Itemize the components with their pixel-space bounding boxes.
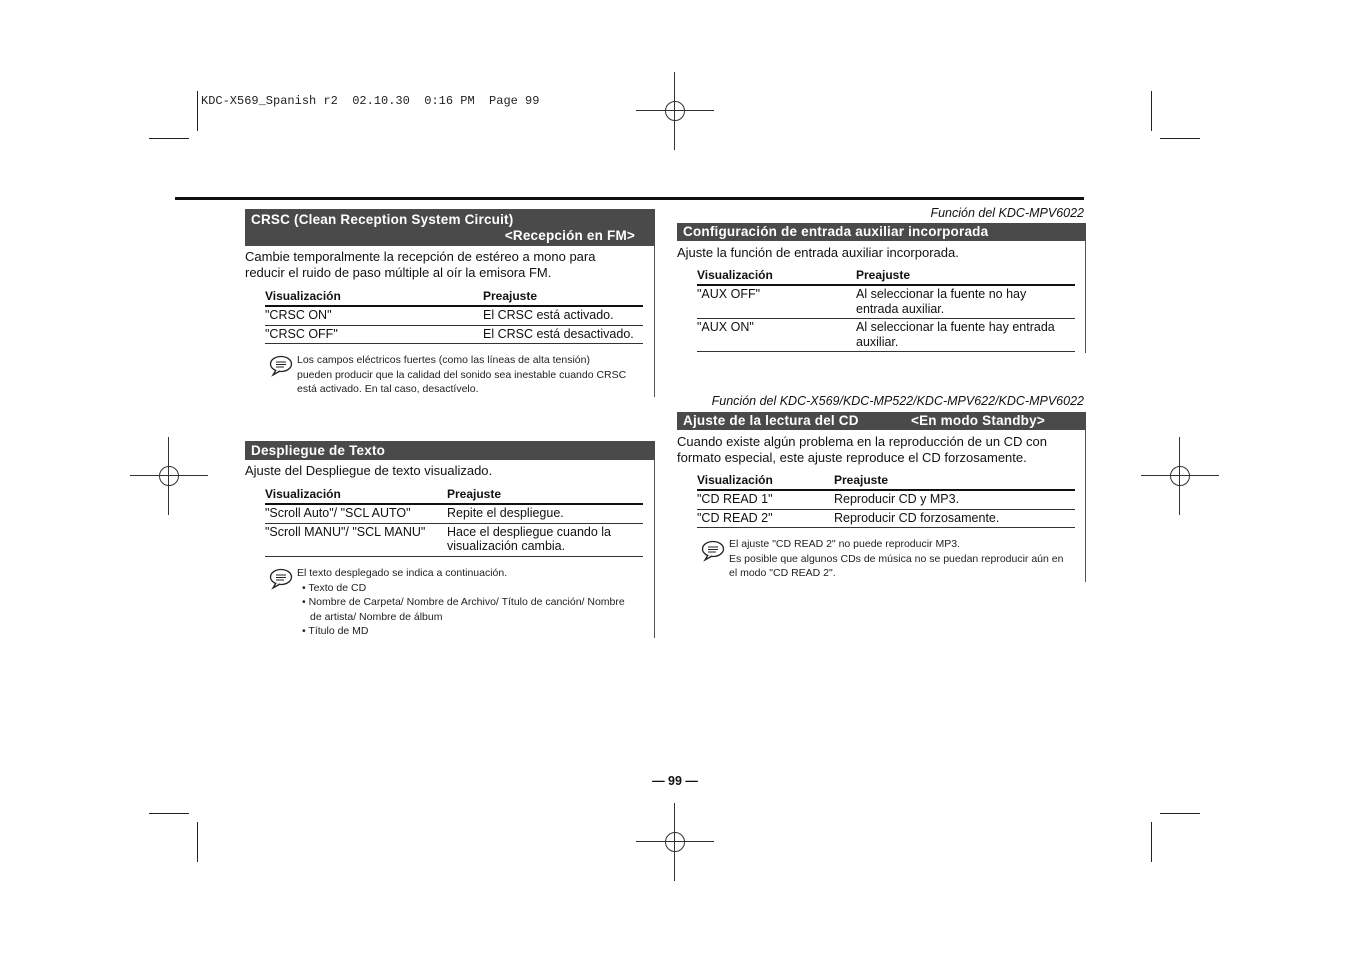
- cd-read-function-label: Función del KDC-X569/KDC-MP522/KDC-MPV622/KDC-MPV6022: [711, 394, 1084, 408]
- table-cell: Reproducir CD y MP3.: [834, 490, 1075, 509]
- crsc-note: Los campos eléctricos fuertes (como las líneas de alta tensión) pueden producir que la calidad del sonido sea inestable cuando CRSC está activado. En tal caso, desactívelo.: [297, 354, 627, 395]
- table-cell: Reproducir CD forzosamente.: [834, 509, 1075, 528]
- table-cell: "Scroll Auto"/ "SCL AUTO": [265, 504, 447, 523]
- top-rule: [175, 197, 1084, 200]
- table-row: [697, 509, 1075, 528]
- table-cell: "CRSC OFF": [265, 325, 483, 344]
- crsc-table: [265, 289, 643, 344]
- page-number: — 99 —: [652, 774, 698, 788]
- crop-mark-icon: [149, 138, 189, 139]
- column-header: Preajuste: [856, 268, 1075, 285]
- text-display-table: [265, 487, 643, 557]
- crsc-description: Cambie temporalmente la recepción de estéreo a mono para reducir el ruido de paso múltiple al oír la emisora FM.: [245, 249, 596, 280]
- cd-read-section-header: [677, 412, 1086, 430]
- table-row: [697, 490, 1075, 509]
- crop-mark-icon: [197, 822, 198, 862]
- column-header: Preajuste: [834, 473, 1075, 490]
- column-header: Preajuste: [447, 487, 643, 504]
- table-cell: "AUX ON": [697, 319, 856, 352]
- cd-read-note: [729, 537, 1069, 581]
- crop-mark-icon: [1151, 822, 1152, 862]
- table-cell: "CD READ 1": [697, 490, 834, 509]
- list-item: • Texto de CD: [302, 581, 627, 596]
- text-display-note: [297, 566, 627, 639]
- cd-read-description: Cuando existe algún problema en la reproducción de un CD con formato especial, este ajuste reproduce el CD forzosamente.: [677, 434, 1048, 465]
- crop-mark-icon: [149, 813, 189, 814]
- note-icon: [269, 568, 293, 590]
- registration-mark-icon: [1141, 437, 1219, 515]
- table-row: [265, 306, 643, 325]
- table-cell: "Scroll MANU"/ "SCL MANU": [265, 523, 447, 556]
- crsc-section-header: [245, 209, 655, 246]
- column-divider: [1085, 223, 1086, 353]
- note-line: El ajuste "CD READ 2" no puede reproducir MP3.: [729, 538, 960, 550]
- list-item: • Título de MD: [302, 624, 627, 639]
- crop-mark-icon: [197, 91, 198, 131]
- cd-read-table: [697, 473, 1075, 528]
- aux-table: [697, 268, 1075, 352]
- column-header: Visualización: [697, 268, 856, 285]
- table-cell: "CD READ 2": [697, 509, 834, 528]
- column-header: Visualización: [697, 473, 834, 490]
- column-divider: [1085, 412, 1086, 582]
- crop-mark-icon: [1160, 138, 1200, 139]
- column-divider: [654, 441, 655, 638]
- note-line: Es posible que algunos CDs de música no se puedan reproducir aún en el modo "CD READ 2".: [729, 552, 1064, 579]
- registration-mark-icon: [636, 803, 714, 881]
- text-display-section-header: [245, 441, 655, 460]
- print-header: KDC-X569_Spanish r2 02.10.30 0:16 PM Page 99: [201, 94, 540, 108]
- table-row: [265, 325, 643, 344]
- table-cell: Al seleccionar la fuente hay entrada auxiliar.: [856, 319, 1075, 352]
- text-display-description: Ajuste del Despliegue de texto visualizado.: [245, 463, 493, 478]
- column-header: Visualización: [265, 289, 483, 306]
- note-intro: El texto desplegado se indica a continuación.: [297, 567, 508, 579]
- crop-mark-icon: [1160, 813, 1200, 814]
- column-header: Preajuste: [483, 289, 643, 306]
- list-item: • Nombre de Carpeta/ Nombre de Archivo/ Título de canción/ Nombre de artista/ Nombre de álbum: [302, 595, 627, 624]
- note-list: [302, 581, 627, 639]
- cd-read-title-suffix: <En modo Standby>: [911, 413, 1045, 428]
- table-row: [697, 319, 1075, 352]
- text-display-title: Despliegue de Texto: [251, 443, 386, 458]
- aux-section-header: [677, 223, 1086, 241]
- table-cell: Hace el despliegue cuando la visualización cambia.: [447, 523, 643, 556]
- table-row: [697, 285, 1075, 319]
- table-row: [265, 523, 643, 556]
- crsc-title: CRSC (Clean Reception System Circuit): [251, 212, 514, 227]
- note-icon: [701, 540, 725, 562]
- table-cell: El CRSC está activado.: [483, 306, 643, 325]
- aux-function-label: Función del KDC-MPV6022: [930, 206, 1084, 220]
- aux-title: Configuración de entrada auxiliar incorporada: [683, 224, 989, 239]
- aux-description: Ajuste la función de entrada auxiliar incorporada.: [677, 245, 959, 260]
- registration-mark-icon: [130, 437, 208, 515]
- column-header: Visualización: [265, 487, 447, 504]
- note-icon: [269, 355, 293, 377]
- table-cell: "AUX OFF": [697, 285, 856, 319]
- cd-read-title: Ajuste de la lectura del CD: [683, 413, 859, 428]
- crop-mark-icon: [1151, 91, 1152, 131]
- table-cell: Al seleccionar la fuente no hay entrada auxiliar.: [856, 285, 1075, 319]
- crsc-subtitle: <Recepción en FM>: [504, 228, 635, 243]
- table-cell: "CRSC ON": [265, 306, 483, 325]
- registration-mark-icon: [636, 72, 714, 150]
- table-cell: Repite el despliegue.: [447, 504, 643, 523]
- table-row: [265, 504, 643, 523]
- table-cell: El CRSC está desactivado.: [483, 325, 643, 344]
